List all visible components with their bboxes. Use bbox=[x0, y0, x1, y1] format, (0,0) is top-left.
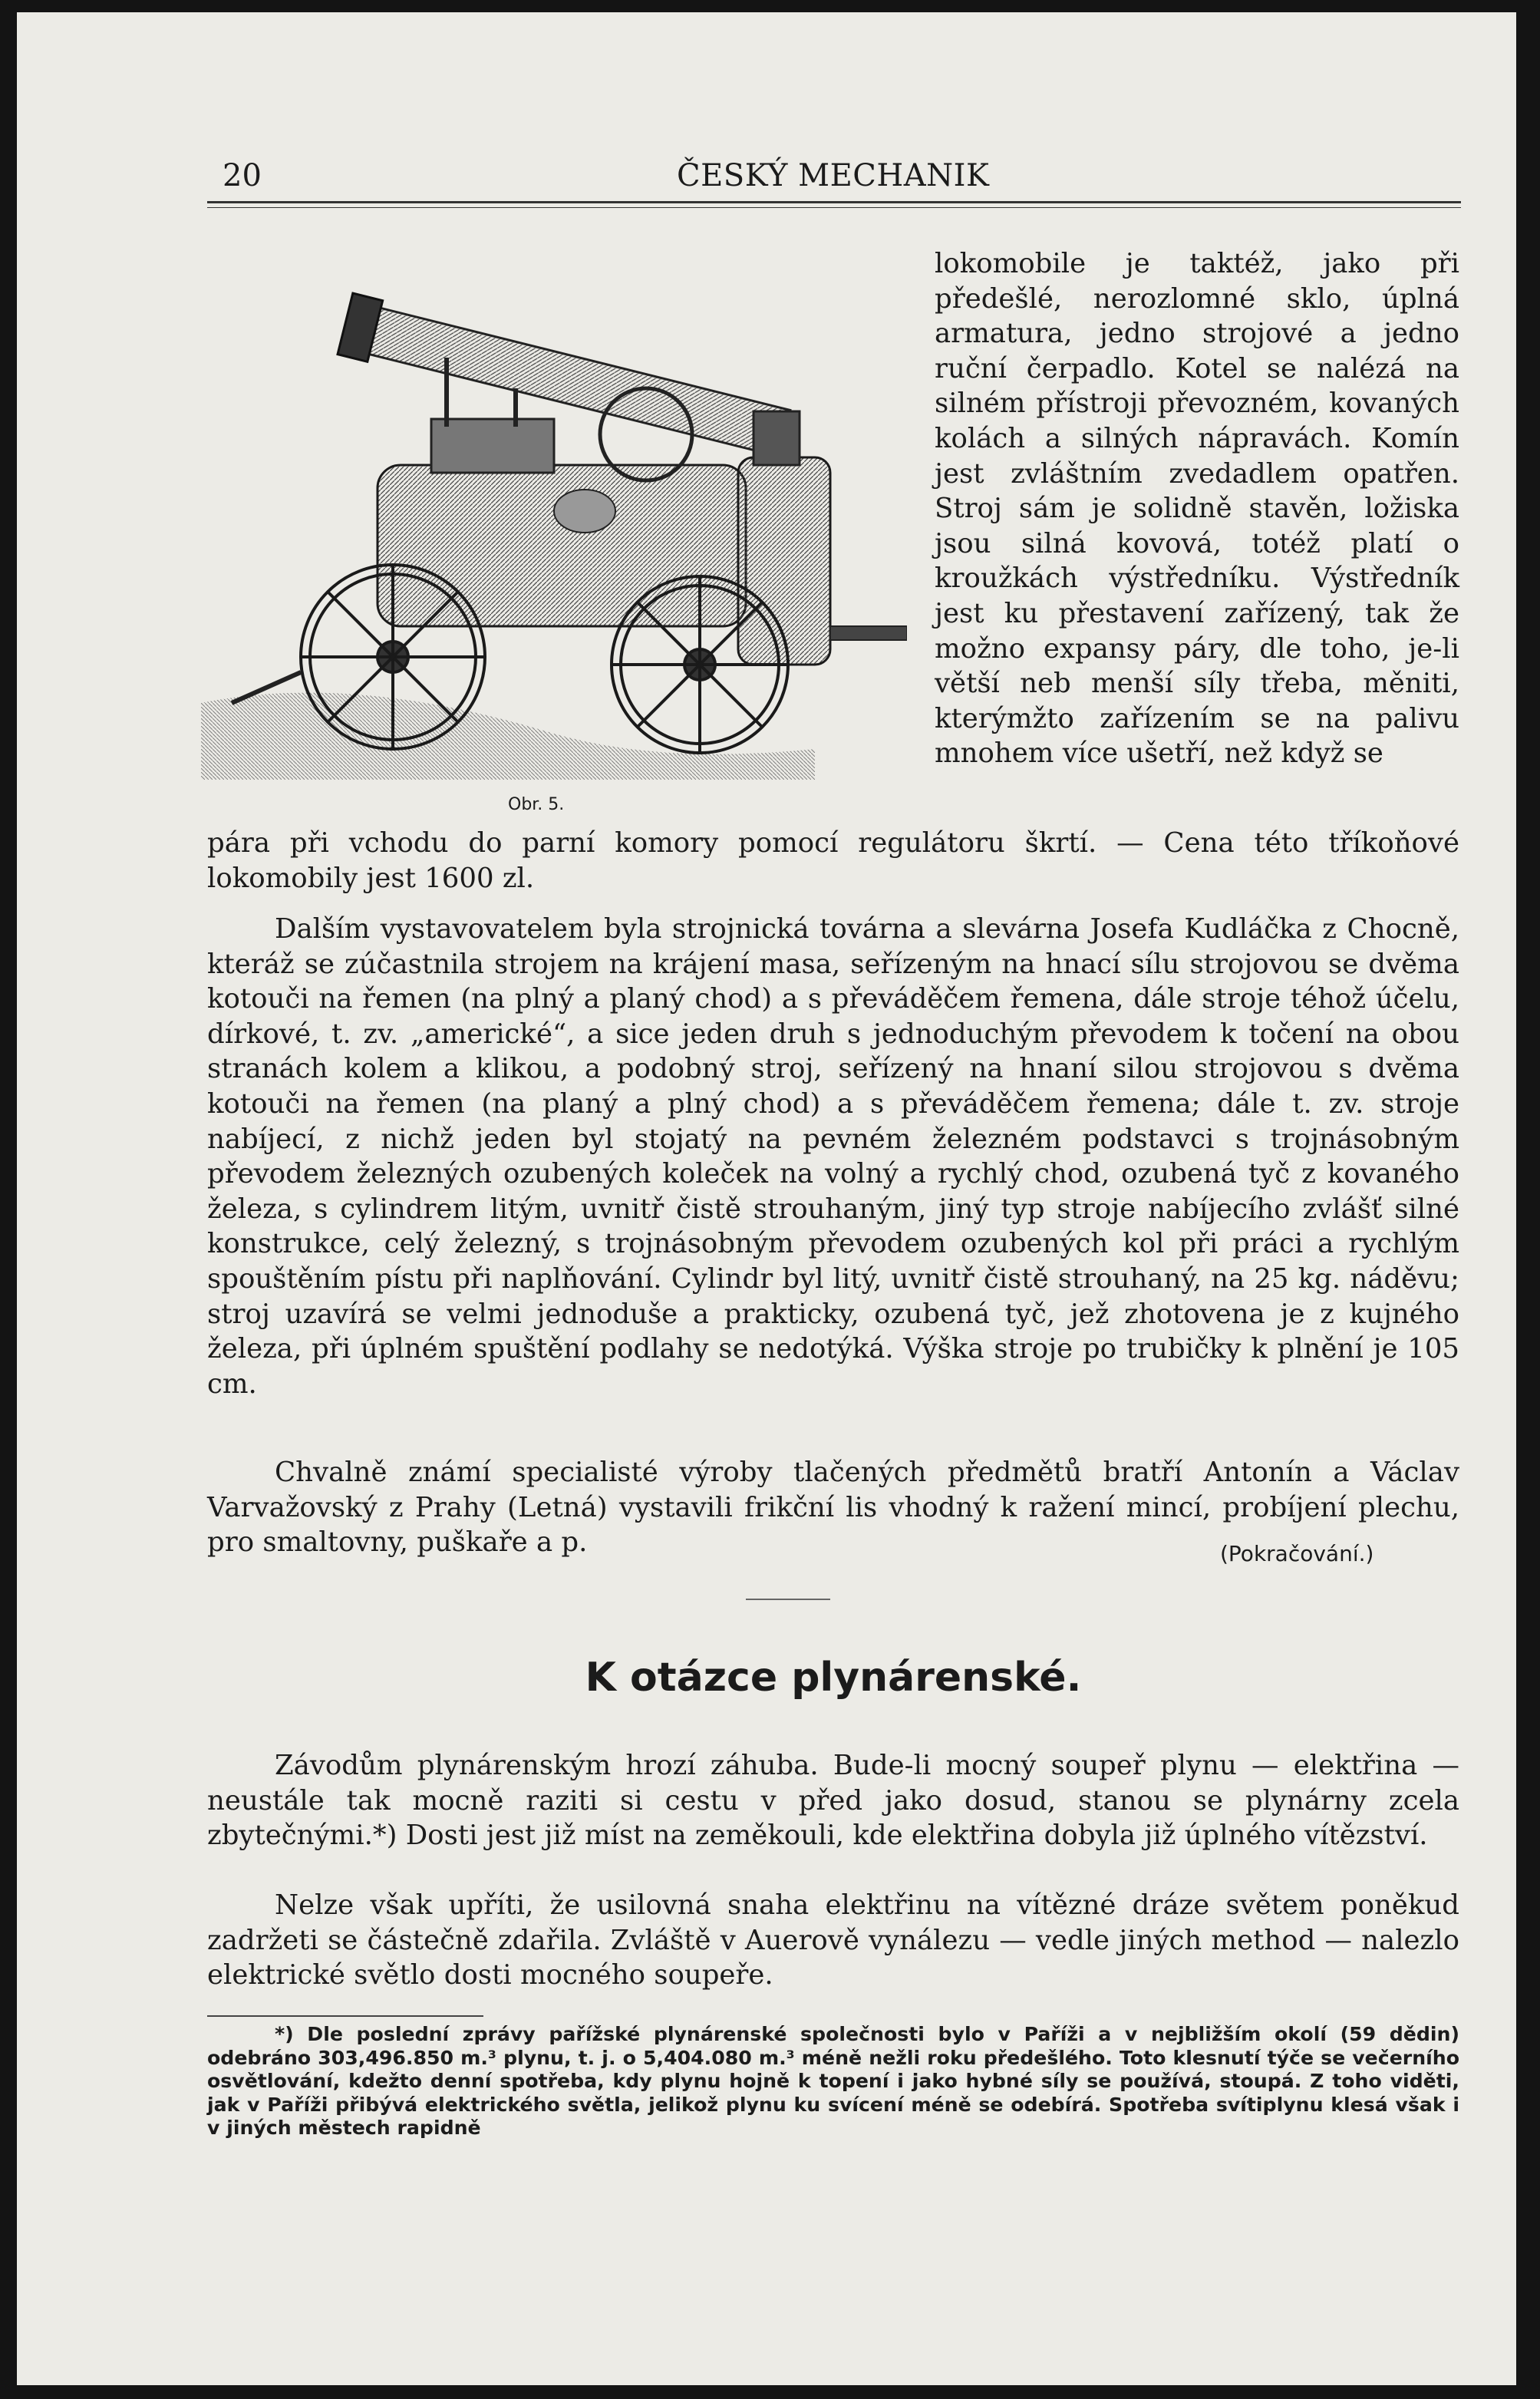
footnote-rule bbox=[207, 2015, 483, 2017]
continued-note: (Pokračování.) bbox=[1220, 1541, 1374, 1566]
article1-paragraph2: Dalším vystavovatelem byla strojnická továrna a slevárna Josefa Kudláčka z Chocně, kteráž se zúčastnila strojem na krájení masa, seřízeným na hnací sílu strojovou se dvěma kotouči na řemen (na plný a planý chod) a s převáděčem řemena, dále stroje téhož účelu, dírkové, t. zv. „americké“, a sice jeden druh s jednoduchým převodem k točení na obou stranách kolem a klikou, a podobný stroj, seřízený na hnaní silou strojovou s dvěma kotouči na řemen (na planý a plný chod) a s převáděčem řemena; dále t. zv. stroje nabíjecí, z nichž jeden byl stojatý na pevném železném podstavci s trojnásobným převodem železných ozubených koleček na volný a rychlý chod, ozubená tyč z kovaného železa, s cylindrem litým, uvnitř čistě strouhaným, jiný typ stroje nabíjecího zvlášť silné konstrukce, celý železný, s trojnásobným převodem ozubených kol při práci a rychlým spouštěním pístu při naplňování. Cylindr byl litý, uvnitř čistě strouhaný, na 25 kg. náděvu; stroj uzavírá se velmi jednoduše a prakticky, ozubená tyč, jež zhotovena je z kujného železa, při úplném spuštění podlahy se nedotýká. Výška stroje po trubičky k plnění je 105 cm. bbox=[207, 913, 1459, 1400]
article2-paragraph2: Nelze však upříti, že usilovná snaha elektřinu na vítězné dráze světem poněkud zadržeti se částečně zdařila. Zvláště v Auerově vynálezu — vedle jiných method — nalezlo elektrické světlo dosti mocného soupeře. bbox=[207, 1889, 1459, 1991]
footnote: *) Dle poslední zprávy pařížské plynárenské společnosti bylo v Paříži a v nejbližším okolí (59 dědin) odebráno 303,496.850 m.³ plynu, t. j. o 5,404.080 m.³ méně nežli roku předešlého. Toto klesnutí týče se večerního osvětlování, kdežto denní spotřeba, kdy plynu hojně k topení i jako hybné síly se používá, stoupá. Z toho viděti, jak v Paříži přibývá elektrického světla, jelikož plynu ku svícení méně se odebírá. Spotřeba svítiplynu klesá však i v jiných městech rapidně bbox=[207, 2023, 1459, 2139]
header-rule-thin bbox=[207, 207, 1461, 208]
header-rule bbox=[207, 201, 1461, 203]
figure-caption: Obr. 5. bbox=[508, 795, 565, 814]
locomobile-engraving bbox=[201, 273, 907, 795]
article1-paragraph3: Chvalně známí specialisté výroby tlačených předmětů bratří Antonín a Václav Varvažovský z Prahy (Letná) vystavili frikční lis vhodný k ražení mincí, probíjení plechu, pro smaltovny, puškaře a p. bbox=[207, 1457, 1459, 1559]
page-number: 20 bbox=[223, 158, 262, 193]
article1-paragraph1-right-column: lokomobile je taktéž, jako při předešlé, nerozlomné sklo, úplná armatura, jedno strojové a jedno ruční čerpadlo. Kotel se nalézá na silném přístroji převozném, kovaných kolách a silných nápravách. Komín jest zvláštním zvedadlem opatřen. Stroj sám je solidně stavěn, ložiska jsou silná kovová, totéž platí o kroužkách výstředníku. Výstředník jest ku přestavení zařízený, tak že možno expansy páry, dle toho, je-li větší neb menší síly třeba, měniti, kterýmžto zařízením se na palivu mnohem více ušetří, než když se bbox=[935, 248, 1459, 770]
page bbox=[17, 12, 1516, 2385]
locomobile-illustration bbox=[201, 273, 907, 795]
article2-title: K otázce plynárenské. bbox=[585, 1655, 1082, 1701]
article1-paragraph1-continuation: pára při vchodu do parní komory pomocí regulátoru škrtí. — Cena této tříkoňové lokomobily jest 1600 zl. bbox=[207, 827, 1459, 894]
running-title: ČESKÝ MECHANIK bbox=[677, 158, 990, 193]
page-header bbox=[207, 158, 1459, 196]
section-separator bbox=[746, 1599, 830, 1600]
article2-paragraph1: Závodům plynárenským hrozí záhuba. Bude-li mocný soupeř plynu — elektřina — neustále tak mocně raziti si cestu v před jako dosud, stanou se plynárny zcela zbytečnými.*) Dosti jest již míst na zeměkouli, kde elektřina dobyla již úplného vítězství. bbox=[207, 1750, 1459, 1852]
